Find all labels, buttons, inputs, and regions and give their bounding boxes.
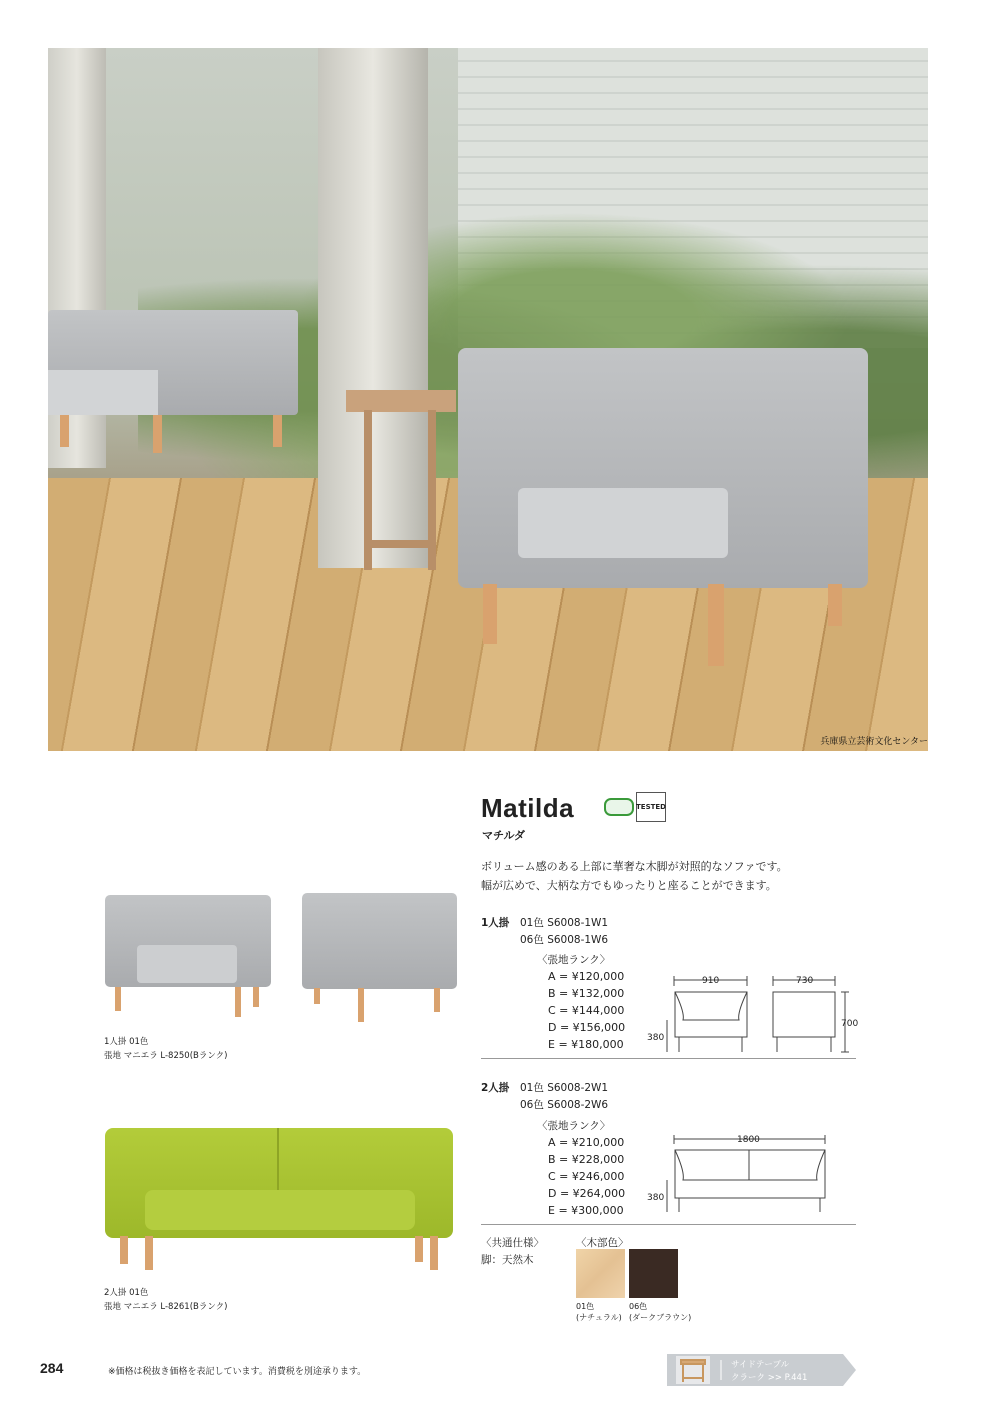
price-row: B = ¥228,000: [548, 1153, 625, 1166]
sofa-photo-left: [48, 310, 298, 450]
dim-width: 910: [702, 976, 720, 986]
side-table-photo: [346, 390, 456, 570]
hero-photo: [48, 48, 928, 751]
price-row: B = ¥132,000: [548, 987, 625, 1000]
one-seat-front-image: [103, 893, 273, 1023]
dim-seat-height: 380: [647, 1033, 665, 1043]
one-seat-dimension-drawing: [645, 968, 860, 1058]
dim-height: 700: [841, 1019, 859, 1029]
price-row: E = ¥300,000: [548, 1204, 624, 1217]
swatch-code: 01色: [576, 1302, 595, 1311]
dim-width: 1800: [737, 1135, 760, 1145]
swatch-name: (ナチュラル): [576, 1313, 622, 1322]
divider: [481, 1058, 856, 1059]
two-seat-price-list: [548, 1134, 625, 1219]
price-footnote: ※価格は税抜き価格を表記しています。消費税を別途承ります。: [108, 1367, 367, 1377]
one-seat-label: 1人掛: [481, 917, 510, 929]
swatch-dark-brown-label: [629, 1301, 691, 1323]
caption-line: 1人掛 01色: [104, 1037, 149, 1047]
two-seat-label: 2人掛: [481, 1082, 510, 1094]
caption-line: 2人掛 01色: [104, 1288, 149, 1298]
two-seat-rank-header: 〈張地ランク〉: [537, 1120, 611, 1132]
swatch-name: (ダークブラウン): [629, 1313, 692, 1322]
eco-mark-icon: [604, 798, 634, 816]
two-seat-image: [105, 1128, 455, 1273]
description-line: ボリューム感のある上部に華奢な木脚が対照的なソファです。: [481, 860, 788, 873]
swatch-natural: [576, 1249, 625, 1298]
one-seat-caption: [104, 1035, 227, 1063]
swatch-code: 06色: [629, 1302, 648, 1311]
caption-line: 張地 マニエラ L-8261(Bランク): [104, 1302, 228, 1312]
one-seat-rank-header: 〈張地ランク〉: [537, 954, 611, 966]
legs-spec: 脚：天然木: [481, 1254, 534, 1266]
nav-line-1: サイドテーブル: [731, 1360, 790, 1370]
divider: [481, 1224, 856, 1225]
tested-badge: TESTED: [636, 792, 666, 822]
price-row: D = ¥156,000: [548, 1021, 626, 1034]
caption-line: 張地 マニエラ L-8250(Bランク): [104, 1051, 228, 1061]
photo-credit: 兵庫県立芸術文化センター: [820, 737, 928, 747]
one-seat-model-06: 06色 S6008-1W6: [520, 934, 609, 946]
two-seat-model-01: 01色 S6008-2W1: [520, 1082, 609, 1094]
price-row: D = ¥264,000: [548, 1187, 626, 1200]
product-title-kana: マチルダ: [482, 829, 526, 842]
price-row: A = ¥120,000: [548, 970, 625, 983]
description-line: 幅が広めで、大柄な方でもゆったりと座ることができます。: [481, 879, 777, 892]
related-product-link[interactable]: [667, 1354, 856, 1386]
nav-line-2: クラーク >> P.441: [731, 1373, 808, 1383]
page-number: 284: [40, 1360, 64, 1376]
one-seat-model-01: 01色 S6008-1W1: [520, 917, 609, 929]
two-seat-caption: [104, 1286, 227, 1314]
price-row: E = ¥180,000: [548, 1038, 624, 1051]
product-description: [481, 857, 788, 895]
two-seat-dimension-drawing: [645, 1130, 835, 1215]
sofa-photo-main: [458, 348, 868, 648]
dim-seat-height: 380: [647, 1193, 665, 1203]
common-spec-header: 〈共通仕様〉: [481, 1237, 544, 1249]
one-seat-back-image: [302, 893, 457, 1023]
dim-depth: 730: [796, 976, 814, 986]
swatch-dark-brown: [629, 1249, 678, 1298]
price-row: C = ¥246,000: [548, 1170, 625, 1183]
price-row: A = ¥210,000: [548, 1136, 625, 1149]
product-title: Matilda: [481, 793, 575, 823]
two-seat-model-06: 06色 S6008-2W6: [520, 1099, 609, 1111]
one-seat-price-list: [548, 968, 625, 1053]
wood-color-header: 〈木部色〉: [576, 1237, 629, 1249]
swatch-natural-label: [576, 1301, 622, 1323]
price-row: C = ¥144,000: [548, 1004, 625, 1017]
